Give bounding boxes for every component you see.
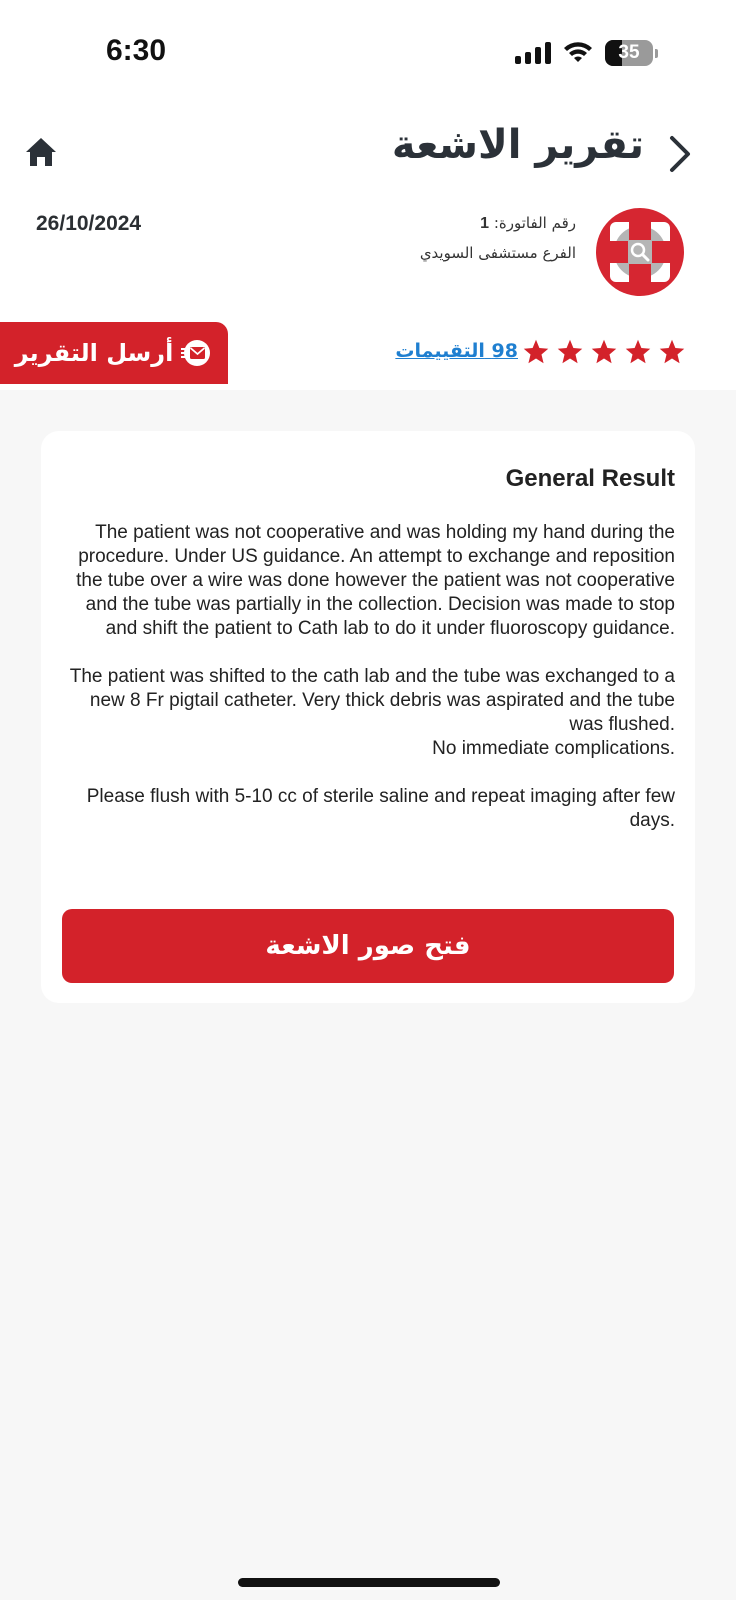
invoice-label: رقم الفاتورة:	[493, 214, 576, 232]
branch-label: الفرع	[542, 244, 576, 262]
card-title: General Result	[505, 465, 675, 492]
send-mail-icon	[181, 339, 213, 367]
send-report-label: أرسل التقرير	[14, 339, 174, 367]
star-icon	[522, 338, 550, 366]
home-icon[interactable]	[24, 136, 58, 168]
status-time: 6:30	[106, 34, 167, 67]
result-text	[61, 521, 675, 857]
open-images-button[interactable]: فتح صور الاشعة	[62, 909, 674, 983]
send-report-button[interactable]	[0, 322, 228, 384]
branch-name: مستشفى السويدي	[419, 244, 538, 262]
back-chevron-icon[interactable]	[662, 134, 696, 174]
result-paragraph: The patient was not cooperative and was holding my hand during the procedure. Under US guidance. An attempt to exchange and reposition the tube over a wire was done however the patient was not cooperative and the tube was partially in the collection. Decision was made to stop and shift the patient to Cath lab to do it under fluoroscopy guidance.	[76, 522, 675, 639]
star-icon	[658, 338, 686, 366]
wifi-icon	[563, 42, 593, 64]
battery-tip	[655, 49, 658, 58]
battery-icon	[605, 40, 653, 66]
signal-icon	[515, 42, 551, 64]
star-icon	[590, 338, 618, 366]
result-paragraph: Please flush with 5-10 cc of sterile saline and repeat imaging after few days.	[86, 786, 675, 831]
star-icon	[624, 338, 652, 366]
result-paragraph: The patient was shifted to the cath lab and the tube was exchanged to a new 8 Fr pigtail catheter. Very thick debris was aspirated and the tube was flushed. No immediate complications.	[69, 666, 675, 759]
report-date: 26/10/2024	[36, 212, 142, 235]
page-title: تقرير الاشعة	[391, 122, 644, 168]
star-icon	[556, 338, 584, 366]
invoice-number	[480, 214, 576, 233]
invoice-value: 1	[480, 215, 490, 232]
ratings-label: التقييمات	[395, 340, 485, 362]
ratings-link[interactable]	[395, 340, 518, 362]
status-icons	[515, 40, 658, 66]
ratings-count: 98	[491, 340, 518, 362]
home-indicator[interactable]	[238, 1578, 500, 1587]
rating-stars	[522, 338, 686, 366]
general-result-card	[41, 431, 695, 1003]
hospital-logo	[596, 208, 684, 296]
battery-level: 35	[618, 42, 640, 63]
branch-info	[420, 244, 576, 262]
radiology-logo-icon	[596, 208, 684, 296]
